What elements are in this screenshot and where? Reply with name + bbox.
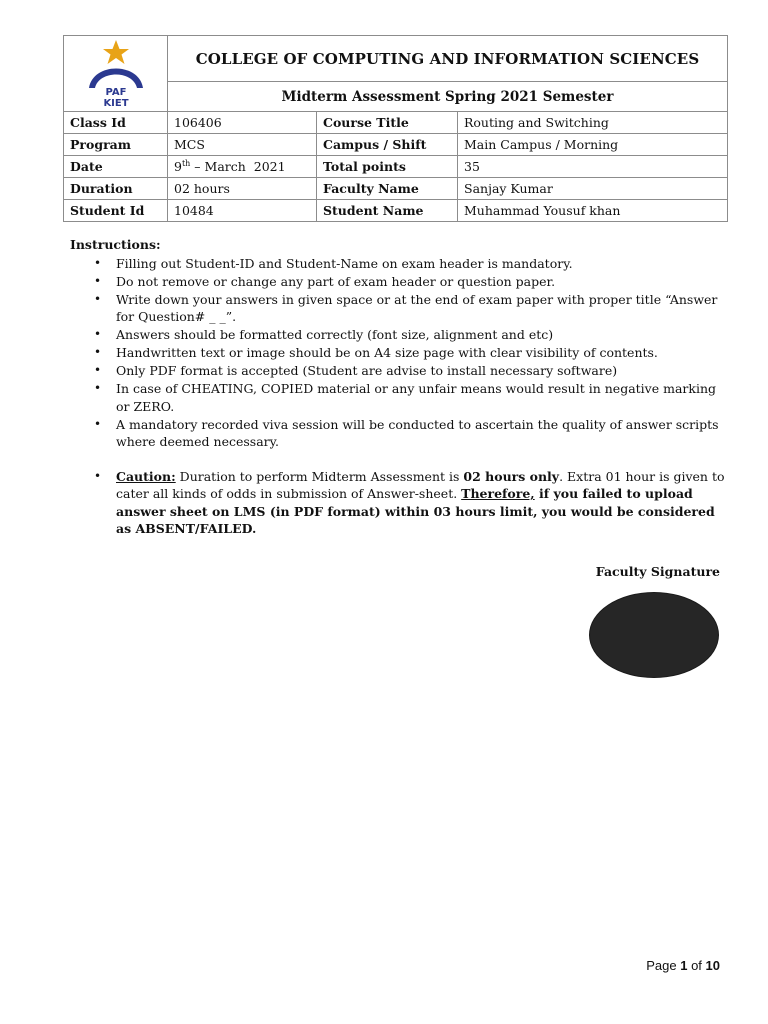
faculty-signature-label: Faculty Signature bbox=[595, 564, 720, 579]
logo-cell bbox=[64, 36, 168, 112]
page-current: 1 bbox=[680, 958, 688, 973]
caution-text-2: . Extra 01 hour is given to cater all kinds of odds in submission of Answer-sheet. bbox=[116, 468, 725, 501]
faculty-name-label: Faculty Name bbox=[317, 178, 458, 200]
header-row bbox=[64, 200, 728, 222]
date-day: 9 bbox=[174, 159, 182, 174]
page-of-word: of bbox=[687, 958, 706, 973]
class-id-label: Class Id bbox=[64, 112, 168, 134]
page-number bbox=[646, 958, 720, 973]
header-row bbox=[64, 156, 728, 178]
faculty-name-value: Sanjay Kumar bbox=[458, 178, 728, 200]
date-label: Date bbox=[64, 156, 168, 178]
course-title-value: Routing and Switching bbox=[458, 112, 728, 134]
program-label: Program bbox=[64, 134, 168, 156]
list-item: • Do not remove or change any part of exam header or question paper. bbox=[94, 273, 730, 291]
caution-item bbox=[94, 468, 730, 538]
class-id-value: 106406 bbox=[168, 112, 317, 134]
header-row bbox=[64, 112, 728, 134]
course-title-label: Course Title bbox=[317, 112, 458, 134]
list-item: • Filling out Student-ID and Student-Name on exam header is mandatory. bbox=[94, 255, 730, 273]
list-item: • Handwritten text or image should be on A4 size page with clear visibility of contents. bbox=[94, 344, 730, 362]
campus-value: Main Campus / Morning bbox=[458, 134, 728, 156]
list-item: • Write down your answers in given space or at the end of exam paper with proper title “Answer for Question# _ _”. bbox=[94, 291, 730, 326]
caution-label: Caution: bbox=[116, 468, 176, 484]
date-value bbox=[168, 156, 317, 178]
total-points-label: Total points bbox=[317, 156, 458, 178]
institution-title: COLLEGE OF COMPUTING AND INFORMATION SCIENCES bbox=[168, 36, 728, 82]
header-row bbox=[64, 178, 728, 200]
header-row bbox=[64, 134, 728, 156]
logo-text-kiet: KIET bbox=[102, 98, 129, 108]
list-item: • Answers should be formatted correctly (font size, alignment and etc) bbox=[94, 326, 730, 344]
caution-bold-2: if you failed to upload answer sheet on LMS (in PDF format) within 03 hours limit, you would be considered as ABSENT/FAILED. bbox=[116, 486, 715, 536]
paf-kiet-logo-icon bbox=[83, 36, 149, 108]
assessment-title: Midterm Assessment Spring 2021 Semester bbox=[168, 82, 728, 112]
campus-label: Campus / Shift bbox=[317, 134, 458, 156]
instructions-section bbox=[70, 236, 730, 538]
list-item: • In case of CHEATING, COPIED material or any unfair means would result in negative marking or ZERO. bbox=[94, 380, 730, 415]
student-name-value: Muhammad Yousuf khan bbox=[458, 200, 728, 222]
duration-value: 02 hours bbox=[168, 178, 317, 200]
logo-text-paf: PAF bbox=[105, 87, 126, 98]
instructions-list bbox=[94, 255, 730, 538]
instructions-title: Instructions: bbox=[70, 237, 161, 252]
exam-header-table bbox=[63, 35, 728, 222]
program-value: MCS bbox=[168, 134, 317, 156]
student-name-label: Student Name bbox=[317, 200, 458, 222]
student-id-value: 10484 bbox=[168, 200, 317, 222]
caution-therefore: Therefore, bbox=[461, 486, 535, 501]
date-rest: – March 2021 bbox=[190, 159, 286, 174]
caution-text-1: Duration to perform Midterm Assessment is bbox=[175, 468, 464, 484]
list-item: • A mandatory recorded viva session will be conducted to ascertain the quality of answer scripts where deemed necessary. bbox=[94, 416, 730, 451]
signature-redaction bbox=[589, 592, 719, 678]
caution-bold-1: 02 hours only bbox=[463, 468, 560, 484]
student-id-label: Student Id bbox=[64, 200, 168, 222]
list-item: • Only PDF format is accepted (Student are advise to install necessary software) bbox=[94, 362, 730, 380]
page-total: 10 bbox=[705, 958, 720, 973]
date-suffix: th bbox=[181, 158, 191, 168]
page-word: Page bbox=[646, 958, 681, 973]
duration-label: Duration bbox=[64, 178, 168, 200]
total-points-value: 35 bbox=[458, 156, 728, 178]
